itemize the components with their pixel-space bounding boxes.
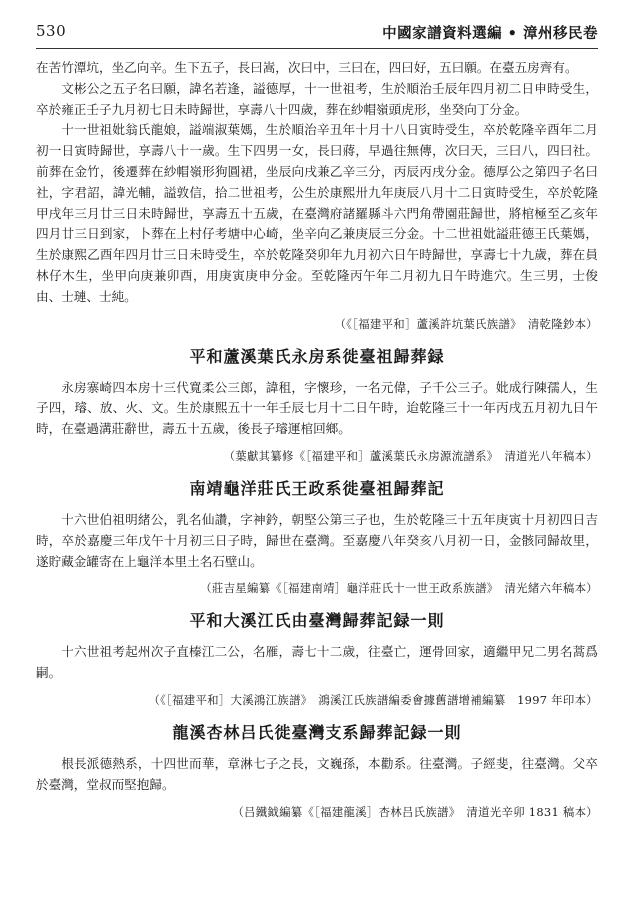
body-paragraph: 永房寨崎四本房十三代寬柔公三郎，諱租，字懷珍，一名元偉，子千公三子。妣成行陳孺人，生子四，璿、放、火、文。生於康熙五十一年壬辰七月十二日午時，迨乾隆三十一年丙戌五月初九日午時，在臺過溝莊辭世，壽五十五歲，後長子璿運棺回鄉。: [36, 379, 598, 437]
section-title: 南靖龜洋莊氏王政系徙臺祖歸葬記: [189, 478, 445, 498]
page-header: [36, 20, 598, 46]
section-title: 龍溪杏林吕氏徙臺灣支系歸葬記録一則: [172, 722, 462, 742]
running-head: 中國家譜資料選編 • 漳州移民卷: [382, 25, 598, 42]
body-paragraph: 十一世祖妣翁氏龍娘，謚端淑葉媽，生於順治辛丑年十月十八日寅時受生，卒於乾隆辛酉年二月初一日寅時歸世，享壽八十一歲。生下四男一女，長曰蔣，早過往無傳，次曰天，三曰八，四曰社。前葬在金竹，後遷葬在紗帽嶺形狗圓裙，坐辰向戌兼乙辛三分，丙辰丙戌分金。德厚公之第四子名曰社，字君詔，諱光輔，謚敦信，拾二世祖考，公生於康熙卅九年庚辰八月十二日寅時受生，卒於乾隆甲戌年三月廿三日未時歸世，享壽五十五歲，在臺灣府諸羅縣斗六門角帶園莊歸世，將棺極至乙亥年四月廿三日到家，卜葬在上村仔考塘中心崎，坐辛向乙兼庚辰三分金。十二世祖妣謚莊德王氏葉媽，生於康熙乙酉年四月廿三日未時受生，卒於乾隆癸卯年九月初六日午時歸世，享壽七十九歲，葬在員林仔木生，坐甲向庚兼卯酉，用庚寅庚申分金。至乾隆丙午年二月初九日午時進穴。生三男，士俊由、士璉、士純。: [36, 122, 598, 304]
body-paragraph: 十六世祖考起州次子直榛江二公，名雁，壽七十二歲，往臺亡，運骨回家，適繼甲兄二男名蒿爲嗣。: [36, 644, 598, 681]
source-citation: （莊吉星編纂《［福建南靖］龜洋莊氏十一世王政系族譜》 清光緒六年稿本）: [200, 581, 598, 596]
body-paragraph: 根長派德熱系，十四世而華，章淋七子之長，文巍孫，本勸系。往臺灣。子經斐，往臺灣。父卒於臺灣，堂叔而堅抱歸。: [36, 755, 598, 792]
source-citation: （吕鐵鉞編纂《［福建龍溪］杏林吕氏族譜》 清道光辛卯 1831 稿本）: [232, 804, 598, 819]
section-title: 平和蘆溪葉氏永房系徙臺祖歸葬録: [189, 346, 445, 366]
body-paragraph: 在苦竹潭坑，坐乙向辛。生下五子，長曰嵩，次曰中，三曰在，四曰好，五曰願。在臺五房齊有。: [36, 60, 578, 75]
source-citation: （葉獻其纂修《［福建平和］蘆溪葉氏永房源流譜系》 清道光八年稿本）: [223, 448, 598, 463]
body-paragraph: 十六世伯祖明緒公，乳名仙讚，字神鈐，朝堅公第三子也，生於乾隆三十五年庚寅十月初四日吉時，卒於嘉慶三年戊午十月初三日子時，歸世在臺灣。至嘉慶八年癸亥八月初一日，金骸同歸故里，遂貯藏金罐寄在上龜洋本里土名石壁山。: [36, 511, 598, 569]
source-citation: （《［福建平和］蘆溪許坑葉氏族譜》 清乾隆鈔本）: [334, 316, 598, 331]
source-citation: （《［福建平和］大溪鴻江族譜》 鴻溪江氏族譜編委會據舊譜增補編纂 1997 年印本）: [148, 692, 598, 707]
page-content: [36, 58, 598, 822]
header-rule: [36, 48, 598, 49]
page-number: 530: [36, 22, 67, 40]
body-paragraph: 文彬公之五子名曰願，諱名若逢，謚德厚，十一世祖考，生於順治壬辰年四月初二日申時受生，卒於雍正壬子九月初七日未時歸世，享壽八十四歲，葬在紗帽嶺頭虎形，坐癸向丁分金。: [36, 80, 598, 117]
section-title: 平和大溪江氏由臺灣歸葬記録一則: [189, 611, 445, 631]
